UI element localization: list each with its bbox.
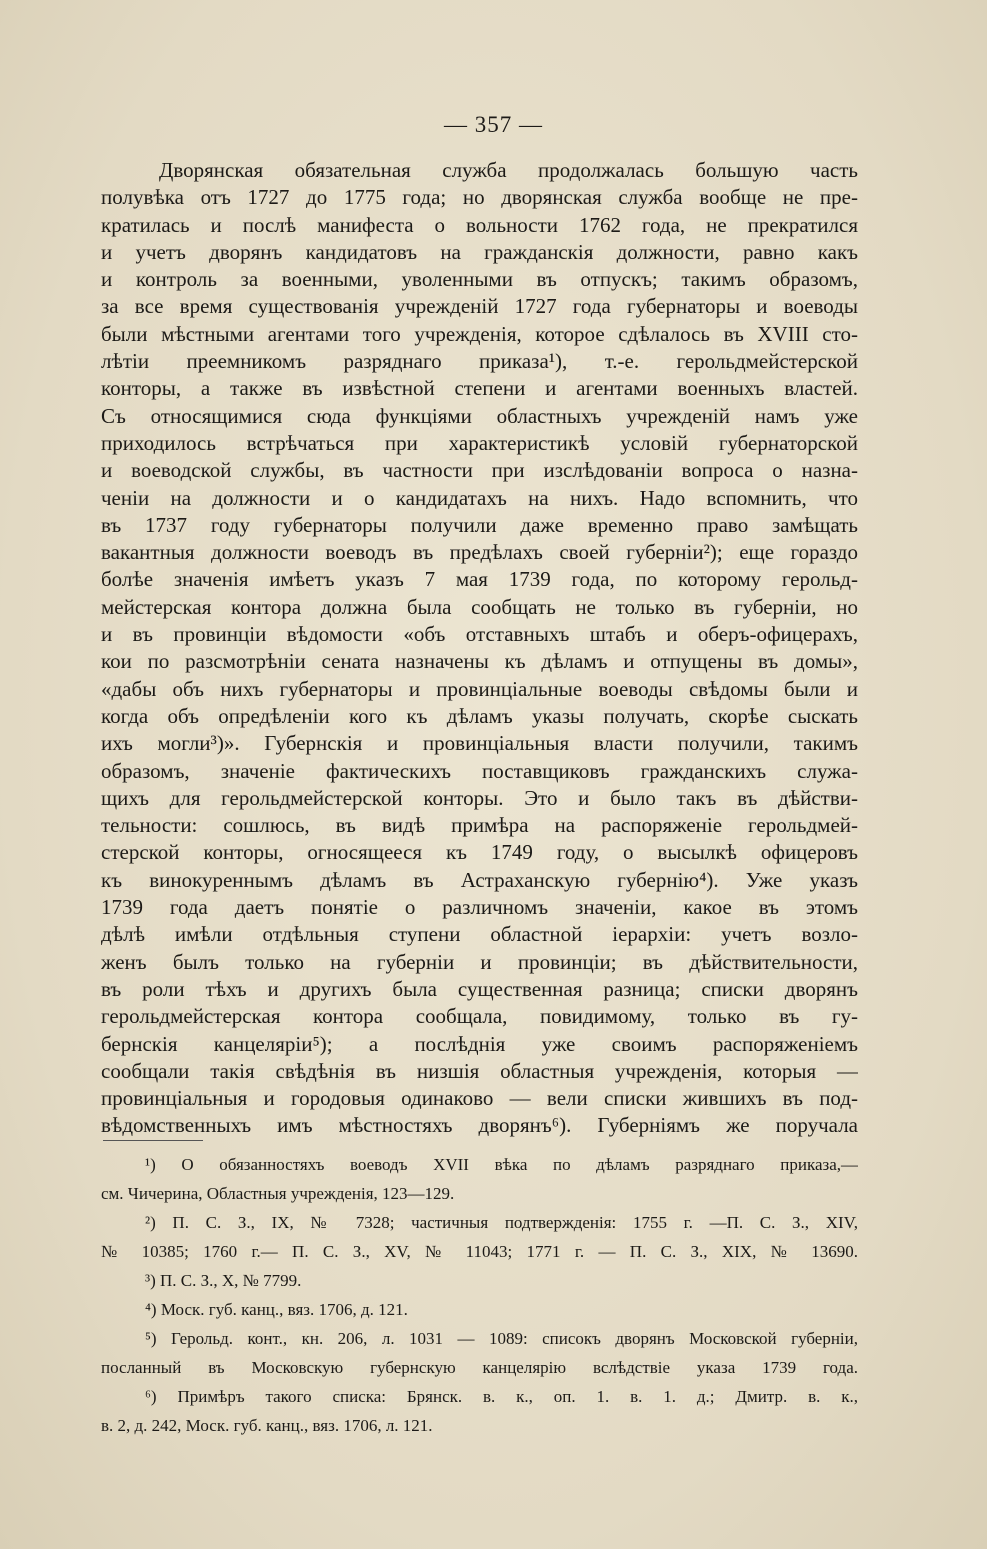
body-line: Дворянская обязательная служба продолжалась большую часть [159, 158, 858, 182]
body-line: мейстерская контора должна была сообщать не только въ губерніи, но [101, 594, 858, 619]
footnote-line: см. Чичерина, Областныя учрежденія, 123—129. [101, 1184, 455, 1203]
body-text [101, 157, 858, 1140]
footnotes [101, 1150, 858, 1440]
body-line: были мѣстными агентами того учрежденія, которое сдѣлалось въ XVIII сто- [101, 321, 858, 346]
footnote-line: № 10385; 1760 г.— П. С. З., XV, № 11043; 1771 г. — П. С. З., XIX, № 13690. [101, 1242, 858, 1261]
footnote-separator [103, 1140, 203, 1141]
body-line: вакантныя должности воеводъ въ предѣлахъ своей губерніи²); еще гораздо [101, 540, 858, 565]
footnote-line: ⁶) Примѣръ такого списка: Брянск. в. к., оп. 1. в. 1. д.; Дмитр. в. к., [145, 1387, 858, 1406]
body-line: и учетъ дворянъ кандидатовъ на гражданскія должности, равно какъ [101, 239, 858, 264]
footnote-line: ³) П. С. З., X, № 7799. [145, 1271, 302, 1290]
body-line: и въ провинціи вѣдомости «объ отставныхъ штабъ и оберъ-офицерахъ, [101, 622, 858, 647]
footnote-line: посланный въ Московскую губернскую канцелярію вслѣдствіе указа 1739 года. [101, 1358, 858, 1377]
body-line: когда объ опредѣленіи кого къ дѣламъ указы получать, скорѣе сыскать [101, 703, 858, 728]
body-line: ихъ могли³)». Губернскія и провинціальныя власти получили, такимъ [101, 731, 858, 756]
body-line: провинціальныя и городовыя одинаково — вели списки жившихъ въ под- [101, 1086, 858, 1111]
body-line: дѣлѣ имѣли отдѣльныя ступени областной іерархіи: учетъ возло- [101, 922, 858, 947]
body-line: приходилось встрѣчаться при характеристикѣ условій губернаторской [101, 430, 858, 455]
footnote-line: ⁵) Герольд. конт., кн. 206, л. 1031 — 1089: списокъ дворянъ Московской губерніи, [145, 1329, 858, 1348]
body-line: и контроль за военными, уволенными въ отпускъ; такимъ образомъ, [101, 267, 858, 292]
body-line: 1739 года даетъ понятіе о различномъ значеніи, какое въ этомъ [101, 895, 858, 920]
body-line: къ винокуреннымъ дѣламъ въ Астраханскую губернію⁴). Уже указъ [101, 867, 858, 892]
body-line: «дабы объ нихъ губернаторы и провинціальные воеводы свѣдомы были и [101, 676, 858, 701]
body-line: за все время существованія учрежденій 1727 года губернаторы и воеводы [101, 294, 858, 319]
body-line: Съ относящимися сюда функціями областныхъ учрежденій намъ уже [101, 403, 858, 428]
footnote-line: ¹) О обязанностяхъ воеводъ XVII вѣка по дѣламъ разряднаго приказа,— [145, 1155, 858, 1174]
body-line: щихъ для герольдмейстерской конторы. Это и было такъ въ дѣйстви- [101, 785, 858, 810]
body-line: вѣдомственныхъ имъ мѣстностяхъ дворянъ⁶). Губерніямъ же поручала [101, 1113, 858, 1138]
footnote-line: ²) П. С. З., IX, № 7328; частичныя подтвержденія: 1755 г. —П. С. З., XIV, [145, 1213, 858, 1232]
body-line: въ 1737 году губернаторы получили даже временно право замѣщать [101, 512, 858, 537]
body-line: кои по разсмотрѣніи сената назначены къ дѣламъ и отпущены въ домы», [101, 649, 858, 674]
body-line: болѣе значенія имѣетъ указъ 7 мая 1739 года, по которому герольд- [101, 567, 858, 592]
body-line: бернскія канцеляріи⁵); а послѣднія уже своимъ распоряженіемъ [101, 1031, 858, 1056]
body-line: лѣтіи преемникомъ разряднаго приказа¹), т.-е. герольдмейстерской [101, 349, 858, 374]
body-line: женъ былъ только на губерніи и провинціи; въ дѣйствительности, [101, 949, 858, 974]
body-line: въ роли тѣхъ и другихъ была существенная разница; списки дворянъ [101, 976, 858, 1001]
body-line: конторы, а также въ извѣстной степени и агентами военныхъ властей. [101, 376, 858, 401]
body-line: и воеводской службы, въ частности при изслѣдованіи вопроса о назна- [101, 458, 858, 483]
body-line: образомъ, значеніе фактическихъ поставщиковъ гражданскихъ служа- [101, 758, 858, 783]
body-line: сообщали такія свѣдѣнія въ низшія областныя учрежденія, которыя — [101, 1058, 858, 1083]
body-line: кратилась и послѣ манифеста о вольности 1762 года, не прекратился [101, 212, 858, 237]
footnote-line: ⁴) Моск. губ. канц., вяз. 1706, д. 121. [145, 1300, 408, 1319]
body-line: тельности: сошлюсь, въ видѣ примѣра на распоряженіе герольдмей- [101, 813, 858, 838]
body-line: стерской конторы, огносящееся къ 1749 году, о высылкѣ офицеровъ [101, 840, 858, 865]
body-line: полувѣка отъ 1727 до 1775 года; но дворянская служба вообще не пре- [101, 185, 858, 210]
body-line: ченіи на должности и о кандидатахъ на нихъ. Надо вспомнить, что [101, 485, 858, 510]
footnote-line: в. 2, д. 242, Моск. губ. канц., вяз. 1706, л. 121. [101, 1416, 433, 1435]
body-line: герольдмейстерская контора сообщала, повидимому, только въ гу- [101, 1004, 858, 1029]
page-number: — 357 — [444, 112, 543, 137]
